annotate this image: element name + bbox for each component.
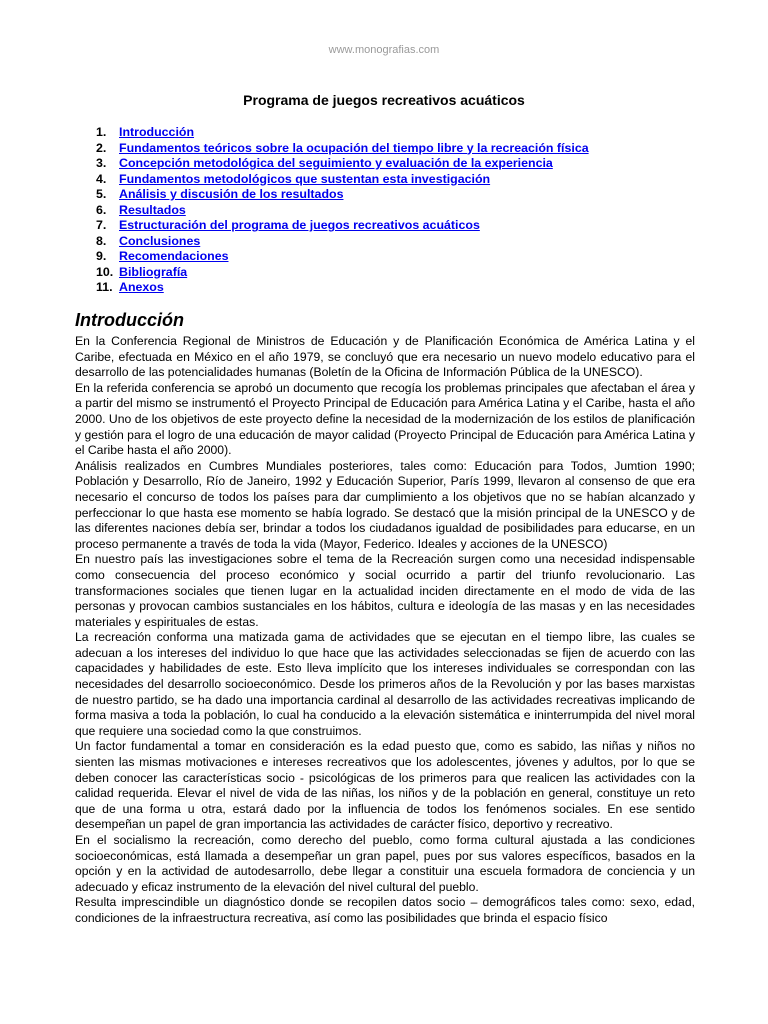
toc-link-anexos[interactable]: Anexos <box>119 280 164 294</box>
paragraph: En la referida conferencia se aprobó un documento que recogía los problemas principales que afectaban el área y a partir del mismo se instrumentó el Proyecto Principal de Educación para América Latina y el Caribe, hasta el año 2000. Uno de los objetivos de este proyecto define la necesidad de la modernización de los estilos de planificación y gestión para el logro de una educación de mayor calidad (Proyecto Principal de Educación para América Latina y el Caribe hasta el año 2000). <box>75 380 695 458</box>
section-heading-introduccion: Introducción <box>75 310 184 330</box>
document-title: Programa de juegos recreativos acuáticos <box>243 92 525 108</box>
paragraph: En el socialismo la recreación, como derecho del pueblo, como forma cultural ajustada a las condiciones socioeconómicas, está llamada a desempeñar un gran papel, pues por sus valores específicos, basados en la opción y en la actividad de autodesarrollo, debe llegar a constituir una escuela formadora de conciencia y un adecuado y eficaz instrumento de la elevación del nivel cultural del pueblo. <box>75 833 695 894</box>
toc-link-conclusiones[interactable]: Conclusiones <box>119 233 201 248</box>
toc-link-recomendaciones[interactable]: Recomendaciones <box>119 249 229 263</box>
section-body <box>75 334 695 927</box>
toc-number: 10. <box>96 264 114 279</box>
site-header: www.monografias.com <box>328 44 440 56</box>
toc-link-fundamentos-metodologicos[interactable]: Fundamentos metodológicos que sustentan esta investigación <box>119 171 491 186</box>
toc-item <box>96 156 589 172</box>
toc-item <box>96 265 589 281</box>
table-of-contents <box>96 125 589 296</box>
toc-number: 4. <box>96 171 107 186</box>
toc-item <box>96 218 589 234</box>
toc-number: 3. <box>96 156 107 170</box>
toc-item <box>96 125 589 141</box>
toc-link-fundamentos-teoricos[interactable]: Fundamentos teóricos sobre la ocupación del tiempo libre y la recreación física <box>119 140 589 155</box>
toc-number: 5. <box>96 187 107 201</box>
toc-link-resultados[interactable]: Resultados <box>119 202 186 217</box>
toc-item <box>96 280 589 296</box>
toc-item <box>96 234 589 250</box>
toc-number: 2. <box>96 140 107 155</box>
paragraph: La recreación conforma una matizada gama de actividades que se ejecutan en el tiempo libre, las cuales se adecuan a los intereses del individuo lo que hace que las actividades seleccionadas se fijen de acuerdo con las capacidades y habilidades de este. Esto lleva implícito que los intereses individuales se correspondan con las necesidades del desarrollo socioeconómico. Desde los primeros años de la Revolución y por las bases marxistas de nuestro partido, se ha dado una importancia cardinal al desarrollo de las actividades recreativas implicando de forma masiva a toda la población, lo cual ha conducido a la elevación sistemática e ininterrumpida del nivel moral que requiere una sociedad como la que construimos. <box>75 630 695 738</box>
toc-link-analisis[interactable]: Análisis y discusión de los resultados <box>119 187 344 201</box>
toc-item <box>96 187 589 203</box>
toc-link-introduccion[interactable]: Introducción <box>119 125 195 139</box>
toc-link-bibliografia[interactable]: Bibliografía <box>119 264 188 279</box>
toc-item <box>96 249 589 265</box>
toc-number: 1. <box>96 125 107 139</box>
toc-item <box>96 172 589 188</box>
toc-number: 7. <box>96 218 107 232</box>
toc-number: 8. <box>96 233 107 248</box>
toc-link-concepcion-metodologica[interactable]: Concepción metodológica del seguimiento y evaluación de la experiencia <box>119 156 553 170</box>
toc-number: 6. <box>96 202 107 217</box>
toc-number: 11. <box>96 280 113 294</box>
paragraph: Resulta imprescindible un diagnóstico donde se recopilen datos socio – demográficos tales como: sexo, edad, condiciones de la infraestructura recreativa, así como las posibilidades que brinda el espacio físico <box>75 895 695 925</box>
paragraph: En la Conferencia Regional de Ministros de Educación y de Planificación Económica de América Latina y el Caribe, efectuada en México en el año 1979, se concluyó que era necesario un nuevo modelo educativo para el desarrollo de las potencialidades humanas (Boletín de la Oficina de Información Pública de la UNESCO). <box>75 334 695 380</box>
toc-number: 9. <box>96 249 107 263</box>
toc-link-estructuracion[interactable]: Estructuración del programa de juegos recreativos acuáticos <box>119 218 480 232</box>
paragraph: Análisis realizados en Cumbres Mundiales posteriores, tales como: Educación para Todos, Jumtion 1990; Población y Desarrollo, Río de Janeiro, 1992 y Educación Superior, París 1999, llevaron al consenso de que era necesario el concurso de todos los países para dar cumplimiento a los objetivos que no se habían alcanzado y perfeccionar lo que hasta ese momento se había logrado. Se destacó que la misión principal de la UNESCO y de las diferentes naciones debía ser, brindar a todos los ciudadanos igualdad de posibilidades para educarse, en un proceso permanente a través de toda la vida (Mayor, Federico. Ideales y acciones de la UNESCO) <box>75 458 695 551</box>
paragraph: Un factor fundamental a tomar en consideración es la edad puesto que, como es sabido, las niñas y niños no sienten las mismas motivaciones e intereses recreativos que los adolescentes, jóvenes y adultos, por lo que se deben conocer las características socio - psicológicas de los primeros para que realicen las actividades con la calidad requerida. Elevar el nivel de vida de las niñas, los niños y de la población en general, constituye un reto que de una forma u otra, estará dado por la influencia de todos los fenómenos sociales. En ese sentido desempeñan un papel de gran importancia las actividades de carácter físico, deportivo y recreativo. <box>75 739 695 832</box>
toc-item <box>96 203 589 219</box>
toc-item <box>96 141 589 157</box>
paragraph: En nuestro país las investigaciones sobre el tema de la Recreación surgen como una necesidad indispensable como consecuencia del proceso económico y social ocurrido a partir del triunfo revolucionario. Las transformaciones sociales que tienen lugar en la actualidad inciden directamente en el modo de vida de las personas y provocan cambios sustanciales en los hábitos, cultura e ideología de las masas y en las necesidades materiales y espirituales de estas. <box>75 552 695 629</box>
